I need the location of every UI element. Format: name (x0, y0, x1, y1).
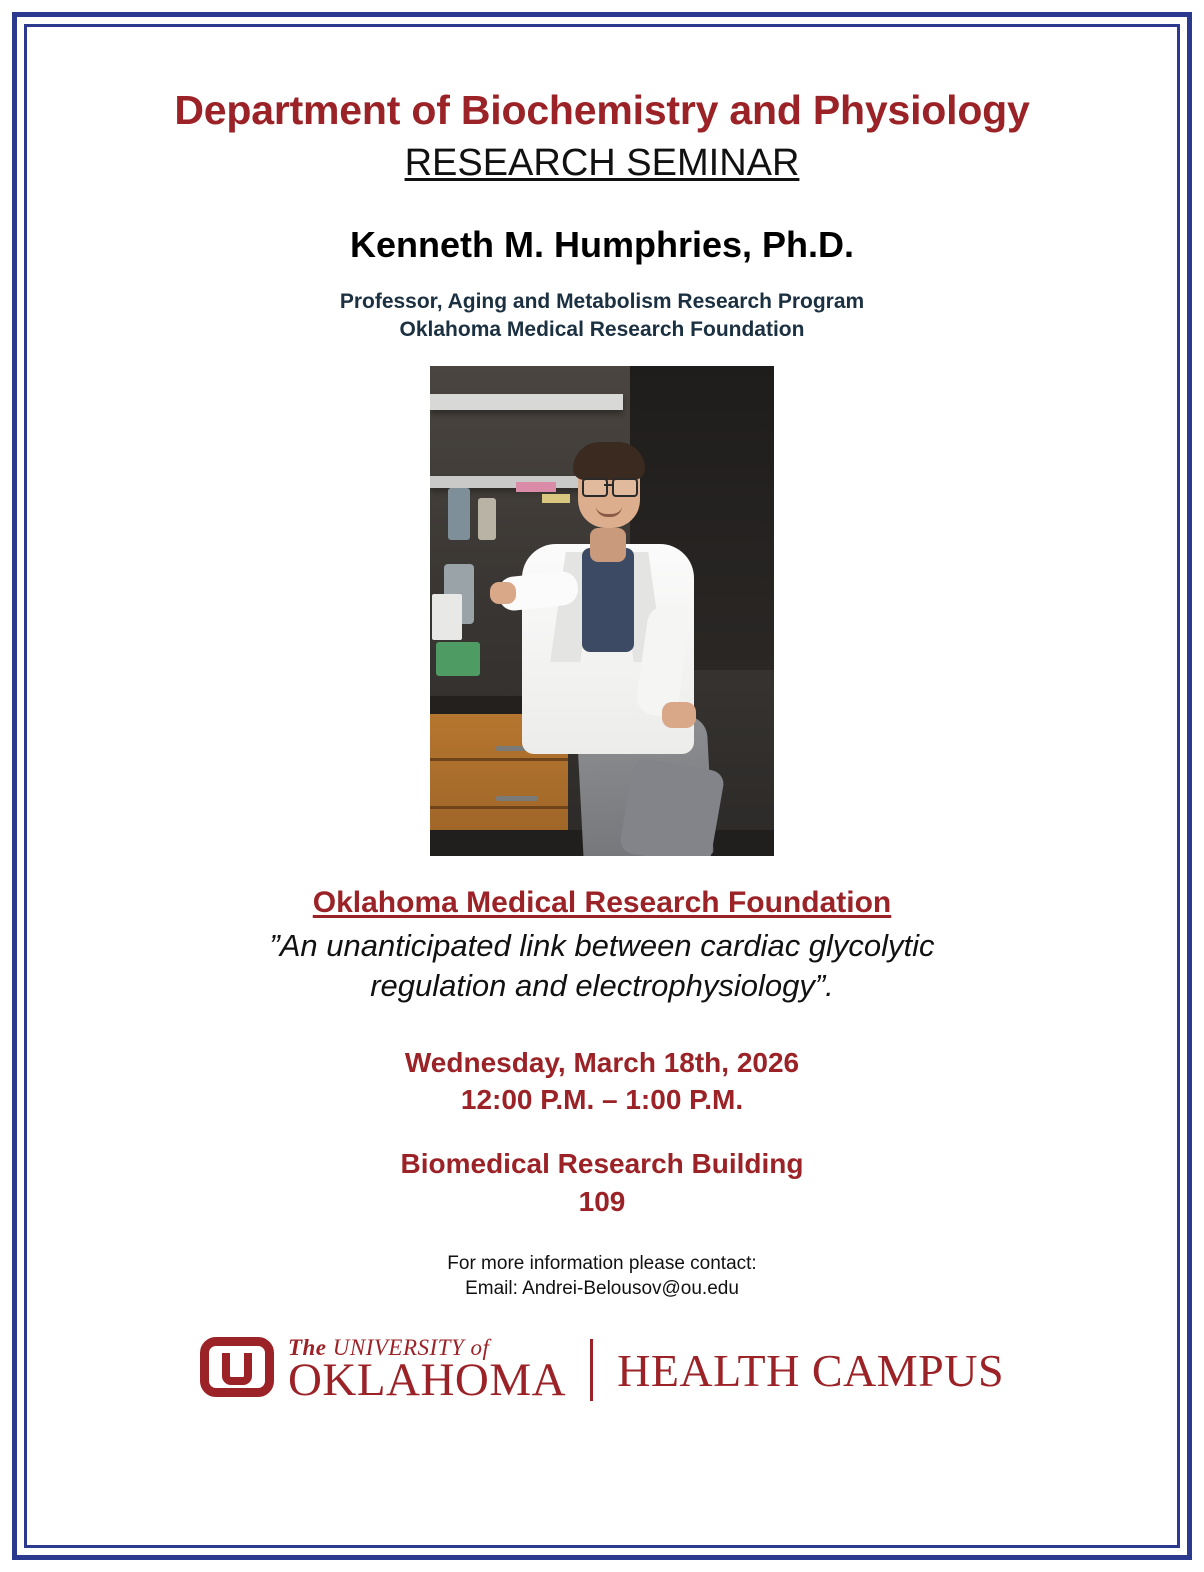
university-wordmark (287, 1335, 567, 1407)
eyeglasses-lens-right (612, 478, 638, 497)
speaker-name: Kenneth M. Humphries, Ph.D. (349, 223, 855, 265)
event-datetime (40, 1044, 1164, 1120)
person-leg-front (618, 757, 725, 856)
person-hand-left (490, 582, 516, 604)
talk-title-line-2: regulation and electrophysiology”. (370, 967, 834, 1003)
person-hair (573, 442, 645, 480)
lab-cabinet-seam-2 (430, 806, 568, 809)
person-neck (590, 528, 626, 562)
lab-cabinet-handle-2 (496, 796, 538, 801)
poster-content (40, 40, 1164, 1532)
talk-title (40, 926, 1164, 1005)
lab-green-box (436, 642, 480, 676)
ou-health-campus-logo (40, 1335, 1164, 1407)
eyeglasses-lens-left (582, 478, 608, 497)
logo-university-of: UNIVERSITY of (332, 1335, 490, 1361)
department-title: Department of Biochemistry and Physiology (174, 87, 1030, 133)
talk-title-line-1: ”An unanticipated link between cardiac glycolytic (269, 928, 935, 964)
ou-letter-u (222, 1353, 252, 1385)
lab-yellow-item (542, 494, 570, 503)
lab-bottle-a (448, 488, 470, 540)
event-room: 109 (578, 1186, 626, 1218)
speaker-institution: Oklahoma Medical Research Foundation (399, 317, 805, 341)
lab-bottle-b (478, 498, 496, 540)
lab-shelf-lower (430, 476, 595, 488)
speaker-photo-wrapper (40, 366, 1164, 856)
event-time: 12:00 P.M. – 1:00 P.M. (460, 1084, 744, 1116)
contact-info (40, 1251, 1164, 1302)
event-building: Biomedical Research Building (400, 1148, 804, 1180)
logo-the: The (287, 1335, 327, 1361)
logo-oklahoma: OKLAHOMA (287, 1354, 567, 1407)
person-hand-right (662, 702, 696, 728)
person-shirt (582, 548, 634, 652)
contact-prompt: For more information please contact: (447, 1252, 757, 1274)
ou-interlocking-icon (200, 1337, 274, 1403)
speaker-position: Professor, Aging and Metabolism Research Program (339, 289, 865, 313)
speaker-photo (430, 366, 774, 856)
event-date: Wednesday, March 18th, 2026 (404, 1046, 800, 1078)
eyeglasses-bridge (604, 484, 612, 486)
lab-shelf-upper (430, 394, 623, 410)
contact-email[interactable]: Email: Andrei-Belousov@ou.edu (465, 1278, 739, 1300)
lab-pink-item (516, 482, 556, 492)
event-location (40, 1145, 1164, 1221)
seminar-title: RESEARCH SEMINAR (404, 141, 800, 184)
lab-white-box (432, 594, 462, 640)
lab-cabinet-seam-1 (430, 758, 568, 761)
logo-health-campus: HEALTH CAMPUS (617, 1344, 1005, 1396)
logo-divider (590, 1339, 593, 1401)
talk-host-institution: Oklahoma Medical Research Foundation (312, 886, 892, 920)
speaker-affiliation (40, 288, 1164, 345)
